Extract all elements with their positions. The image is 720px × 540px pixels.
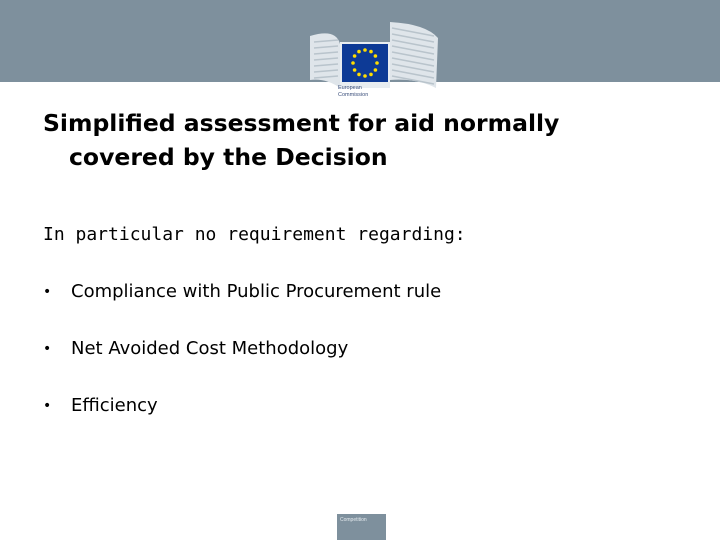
bullet-dot-icon: •: [43, 341, 52, 357]
slide-title: [43, 106, 683, 174]
eu-flag-icon: [342, 44, 388, 82]
footer-badge: [337, 514, 386, 540]
title-line-2: covered by the Decision: [69, 143, 388, 171]
logo-caption: [338, 85, 398, 99]
title-line-1: Simplified assessment for aid normally: [43, 109, 560, 137]
footer-label: Competition: [340, 517, 367, 523]
logo-caption-line2: Commission: [338, 92, 369, 98]
bullet-item: [43, 280, 441, 337]
intro-text: In particular no requirement regarding:: [43, 224, 466, 245]
bullet-item: [43, 337, 441, 394]
logo-caption-line1: European: [338, 85, 362, 91]
bullet-text: Compliance with Public Procurement rule: [71, 281, 442, 302]
bullet-dot-icon: •: [43, 284, 52, 300]
bullet-item: [43, 394, 441, 451]
bullet-list: [43, 280, 441, 451]
bullet-dot-icon: •: [43, 398, 52, 414]
bullet-text: Net Avoided Cost Methodology: [71, 338, 349, 359]
bullet-text: Efficiency: [71, 395, 158, 416]
